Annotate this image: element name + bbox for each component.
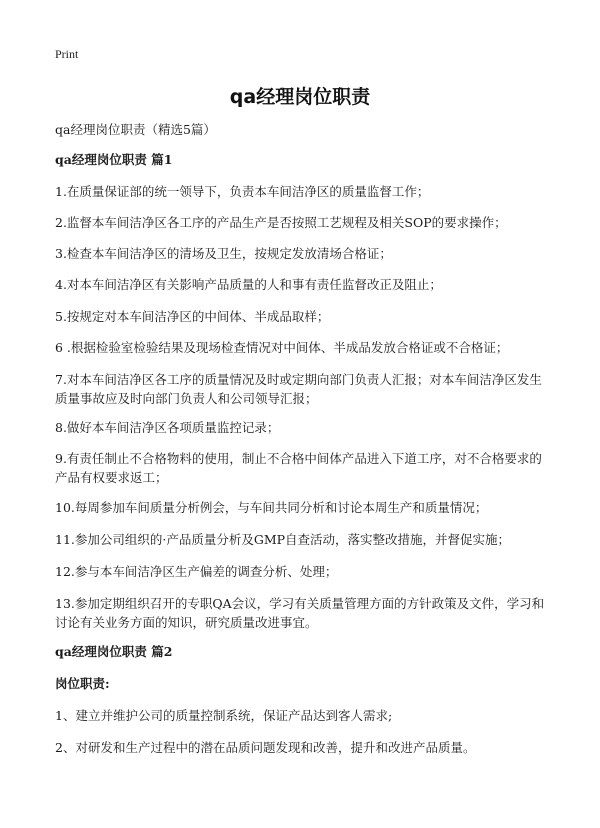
list-item: 2.监督本车间洁净区各工序的产品生产是否按照工艺规程及相关SOP的要求操作；	[55, 215, 507, 230]
list-item: 1.在质量保证部的统一领导下，负责本车间洁净区的质量监督工作；	[55, 184, 430, 199]
section2-subheading: 岗位职责:	[55, 676, 110, 691]
list-item: 7.对本车间洁净区各工序的质量情况及时或定期向部门负责人汇报；对本车间洁净区发生质量事故应及时向部门负责人和公司领导汇报；	[55, 372, 542, 406]
list-item: 12.参与本车间洁净区生产偏差的调查分析、处理；	[55, 564, 338, 579]
list-item: 6 .根据检验室检验结果及现场检查情况对中间体、半成品发放合格证或不合格证；	[55, 340, 509, 355]
list-item: 8.做好本车间洁净区各项质量监控记录；	[55, 420, 280, 435]
list-item: 13.参加定期组织召开的专职QA会议，学习有关质量管理方面的方针政策及文件，学习和讨论有关业务方面的知识，研究质量改进事宜。	[55, 596, 545, 630]
list-item: 5.按规定对本车间洁净区的中间体、半成品取样；	[55, 309, 330, 324]
list-item: 2、对研发和生产过程中的潜在品质问题发现和改善，提升和改进产品质量。	[55, 740, 476, 755]
list-item: 10.每周参加车间质量分析例会，与车间共同分析和讨论本周生产和质量情况；	[55, 500, 488, 515]
list-item: 9.有责任制止不合格物料的使用，制止不合格中间体产品进入下道工序，对不合格要求的产品有权要求返工；	[55, 451, 542, 485]
list-item: 3.检查本车间洁净区的清场及卫生，按规定发放清场合格证；	[55, 246, 392, 261]
document-subtitle: qa经理岗位职责（精选5篇）	[55, 122, 216, 137]
section1-heading: qa经理岗位职责 篇1	[55, 152, 173, 167]
page-title: qa经理岗位职责	[229, 86, 371, 108]
list-item: 1、建立并维护公司的质量控制系统，保证产品达到客人需求;	[55, 708, 393, 723]
section2-heading: qa经理岗位职责 篇2	[55, 644, 173, 659]
list-item: 4.对本车间洁净区有关影响产品质量的人和事有责任监督改正及阻止；	[55, 277, 442, 292]
print-label[interactable]: Print	[55, 47, 79, 61]
list-item: 11.参加公司组织的·产品质量分析及GMP自查活动，落实整改措施，并督促实施；	[55, 532, 511, 547]
